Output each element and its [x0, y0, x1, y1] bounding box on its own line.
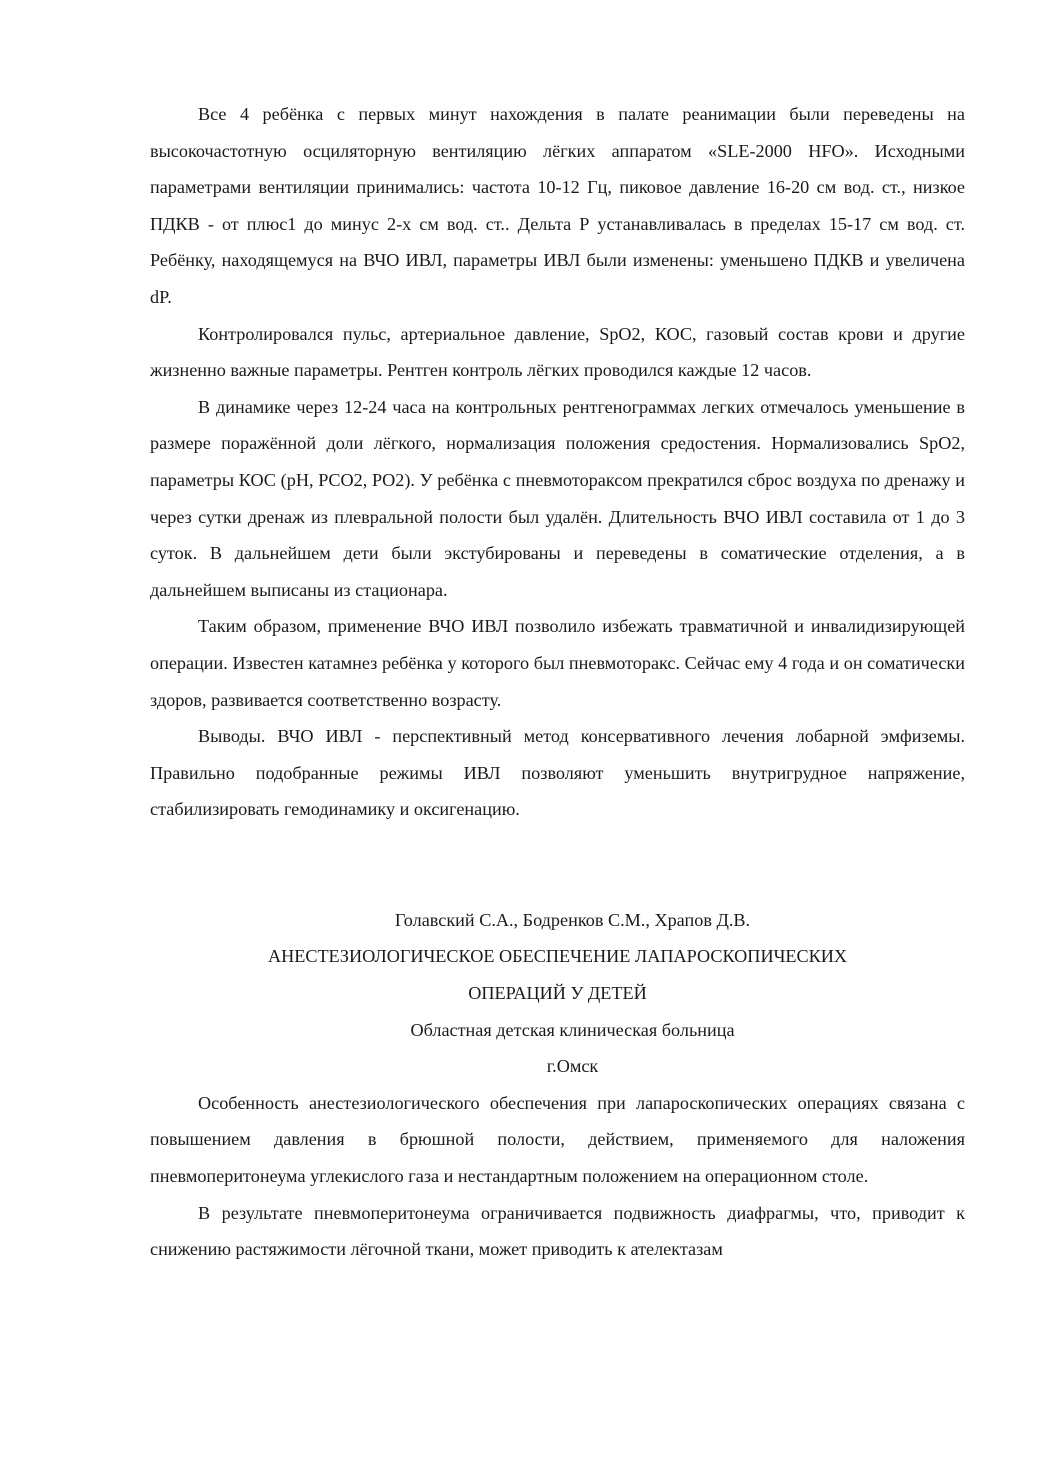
paragraph-monitoring: Контролировался пульс, артериальное давление, SpO2, КОС, газовый состав крови и другие жизненно важные параметры. Рентген контроль лёгких проводился каждые 12 часов. — [150, 323, 965, 381]
article-title-line-2: ОПЕРАЦИЙ У ДЕТЕЙ — [468, 983, 647, 1004]
article-city: г.Омск — [546, 1056, 599, 1077]
section-gap — [150, 828, 965, 902]
article-authors: Голавский С.А., Бодренков С.М., Храпов Д.В. — [394, 909, 751, 930]
paragraph-pneumoperitoneum: В результате пневмоперитонеума ограничивается подвижность диафрагмы, что, приводит к снижению растяжимости лёгочной ткани, может приводить к ателектазам — [150, 1202, 965, 1260]
paragraph-dynamics: В динамике через 12-24 часа на контрольных рентгенограммах легких отмечалось уменьшение в размере поражённой доли лёгкого, нормализация положения средостения. Нормализовались SpO2, параметры КОС (pH, PCO2, PO2). У ребёнка с пневмотораксом прекратился сброс воздуха по дренажу и через сутки дренаж из плевральной полости был удалён. Длительность ВЧО ИВЛ составила от 1 до 3 суток. В дальнейшем дети были экстубированы и переведены в соматические отделения, а в дальнейшем выписаны из стационара. — [150, 396, 965, 600]
document-page — [150, 96, 965, 1268]
paragraph-ventilation: Все 4 ребёнка с первых минут нахождения в палате реанимации были переведены на высокочастотную осциляторную вентиляцию лёгких аппаратом «SLE-2000 HFO». Исходными параметрами вентиляции принимались: частота 10-12 Гц, пиковое давление 16-20 см вод. ст., низкое ПДКВ - от плюс1 до минус 2-х см вод. ст.. Дельта Р устанавливалась в пределах 15-17 см вод. ст. Ребёнку, находящемуся на ВЧО ИВЛ, параметры ИВЛ были изменены: уменьшено ПДКВ и увеличена dP. — [150, 104, 965, 307]
article-title-line-1: АНЕСТЕЗИОЛОГИЧЕСКОЕ ОБЕСПЕЧЕНИЕ ЛАПАРОСКОПИЧЕСКИХ — [267, 946, 848, 967]
article-organization: Областная детская клиническая больница — [410, 1019, 735, 1040]
paragraph-conclusion: Таким образом, применение ВЧО ИВЛ позволило избежать травматичной и инвалидизирующей операции. Известен катамнез ребёнка у которого был пневмоторакс. Сейчас ему 4 года и он соматически здоров, развивается соответственно возрасту. — [150, 616, 965, 710]
paragraph-findings: Выводы. ВЧО ИВЛ - перспективный метод консервативного лечения лобарной эмфиземы. Правильно подобранные режимы ИВЛ позволяют уменьшить внутригрудное напряжение, стабилизировать гемодинамику и оксигенацию. — [150, 726, 965, 820]
paragraph-anesthesia-features: Особенность анестезиологического обеспечения при лапароскопических операциях связана с повышением давления в брюшной полости, действием, применяемого для наложения пневмоперитонеума углекислого газа и нестандартным положением на операционном столе. — [150, 1092, 965, 1187]
